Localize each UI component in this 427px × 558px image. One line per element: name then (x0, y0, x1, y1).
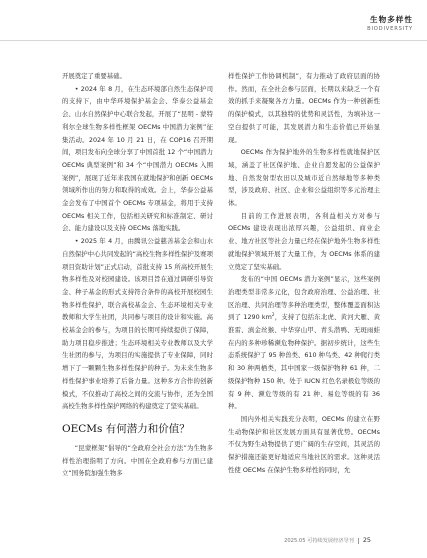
left-column (62, 70, 213, 480)
header-divider (0, 40, 427, 41)
paragraph-case-collection: • 2024 年 8 月，在生态环境部自然生态保护司的支持下，由中华环境保护基金会、华泰公益基金会、山水自然保护中心联合发起，开展了“昆明 - 蒙特利尔全球生物多样性框架 OECMs 中国潜力案例”征集活动。2024 年 10 月 21 日，在 COP16 召开期间，项目发布向全球分享了中国首批 12 个“中国潜力 OECMs 典型案例”和 34 个“中国潜力 OECMs 入围案例”，展现了近年来我国在就地保护和创新 OECMs 领域所作出的努力和取得的成效。会上，华泰公益基金会发布了中国首个 OECMs 专项基金，将用于支持 OECMs 相关工作，包括相关研究和标准制定、研讨会、能力建设以及支持 OECMs 落地实践。 (62, 84, 213, 233)
page-header (367, 14, 413, 33)
section-heading: OECMs 有何潜力和价值？ (62, 422, 190, 435)
section-title: 生物多样性 (370, 15, 413, 24)
paragraph: OECMs 作为保护地外的生物多样性就地保护区域，涵盖了社区保护地、企业自愿发起的公益保护地、自然发射型农田以及城市近自然绿地等多种类型，涉及政府、社区、企业和公益组织等多元治理主体。 (228, 148, 380, 208)
paragraph-university-program: • 2025 年 4 月，由腾讯公益慈善基金会和山水自然保护中心共同发起的“高校生物多样性保护及赛项项目资助计划”正式启动，首批支持 15 所高校开展生物多样性及对校园建设。该项目旨在通过调研引导资金、种子基金的形式支持符合条件的高校开展校园生物多样性保护，联合高校基金会、生态环境相关专业教师和大学生社团，共同参与项目的设计和实施。高校基金会的参与，为项目的长期可持续提供了保障，助力项目稳步推进；生态环境相关专业教师以及大学生社团的参与，为项目的实施提供了专业保障，同时增下了一颗颗生物多样性保护的种子。为未来生物多样性保护事业培养了后备力量。这种多方合作的创新模式，不仅推动了高校之间的交流与协作，还为全国高校生物多样性保护网络的构建奠定了坚实基础。 (62, 237, 213, 411)
publication-info: 2025.05 可持续发展经济导刊 (284, 538, 354, 544)
paragraph-case-statistics (228, 273, 380, 413)
text-segment: 发布的“中国 OECMs 潜力案例”显示，这些案例治理类型非常多元化，包含政府治理、公益治理、社区治理、共同治理等多种治理类型，整体覆盖面积达到了 1290 km (228, 275, 380, 322)
paragraph: 目前的工作进展表明，各利益相关方对参与 OECMs 建设表现出浓厚兴趣，公益组织、商业企业、地方社区等社会力量已经在保护地外生物多样性就地保护领域开展了大量工作，为 OECMs 体系的建立奠定了坚实基础。 (228, 211, 380, 271)
paragraph: 样性保护工作协调机制”，有力推动了政府层面的协作。然而，在全社会参与层面，长期以来缺乏一个有效的抓手来凝聚各方力量。OECMs 作为一种创新性的保护模式，以其独特的优势和灵活性，为填补这一空白提供了可能，其发展潜力和生态价值已开始显现。 (228, 72, 380, 144)
page-number: 25 (362, 536, 371, 544)
footer-divider (358, 538, 359, 544)
section-subtitle: BIODIVERSITY (367, 26, 413, 32)
paragraph: 国内外相关实践充分表明，OECMs 的建立在野生动物保护和社区发展方面具有显著优势。OECMs 不仅为野生动物提供了更广阔的生存空间，其灵活的保护措施还能更好地适应当地社区的需求。这种灵活性使 OECMs 在保护生物多样性的同时，允 (228, 414, 380, 474)
paragraph: “昆蒙框架”倡导的“全政府全社会方法”为生物多样性治理指明了方向。中国在全政府参与方面已建立“国务院加强生物多 (62, 443, 213, 478)
right-column (228, 70, 380, 477)
page-footer (284, 536, 371, 544)
text-segment: ，支持了包括东北虎、黄河大雁、黄淮雷、滇金丝猴、中华穿山甲、青头潜鸭、无斑雨蛙在内的多种珍稀濒危物种保护。据初步统计，这些生态系统保护了 95 种兽类、610 种鸟类、42 种爬行类和 30 种两栖类，其中国家一级保护物种 61 种，二级保护物种 150 种。处于 IUCN 红色名录极危等级的有 9 种、濒危等级的有 21 种、易危等级的有 36 种。 (228, 313, 380, 411)
superscript: 2 (271, 312, 275, 318)
paragraph: 开展奠定了重要基础。 (62, 72, 126, 80)
